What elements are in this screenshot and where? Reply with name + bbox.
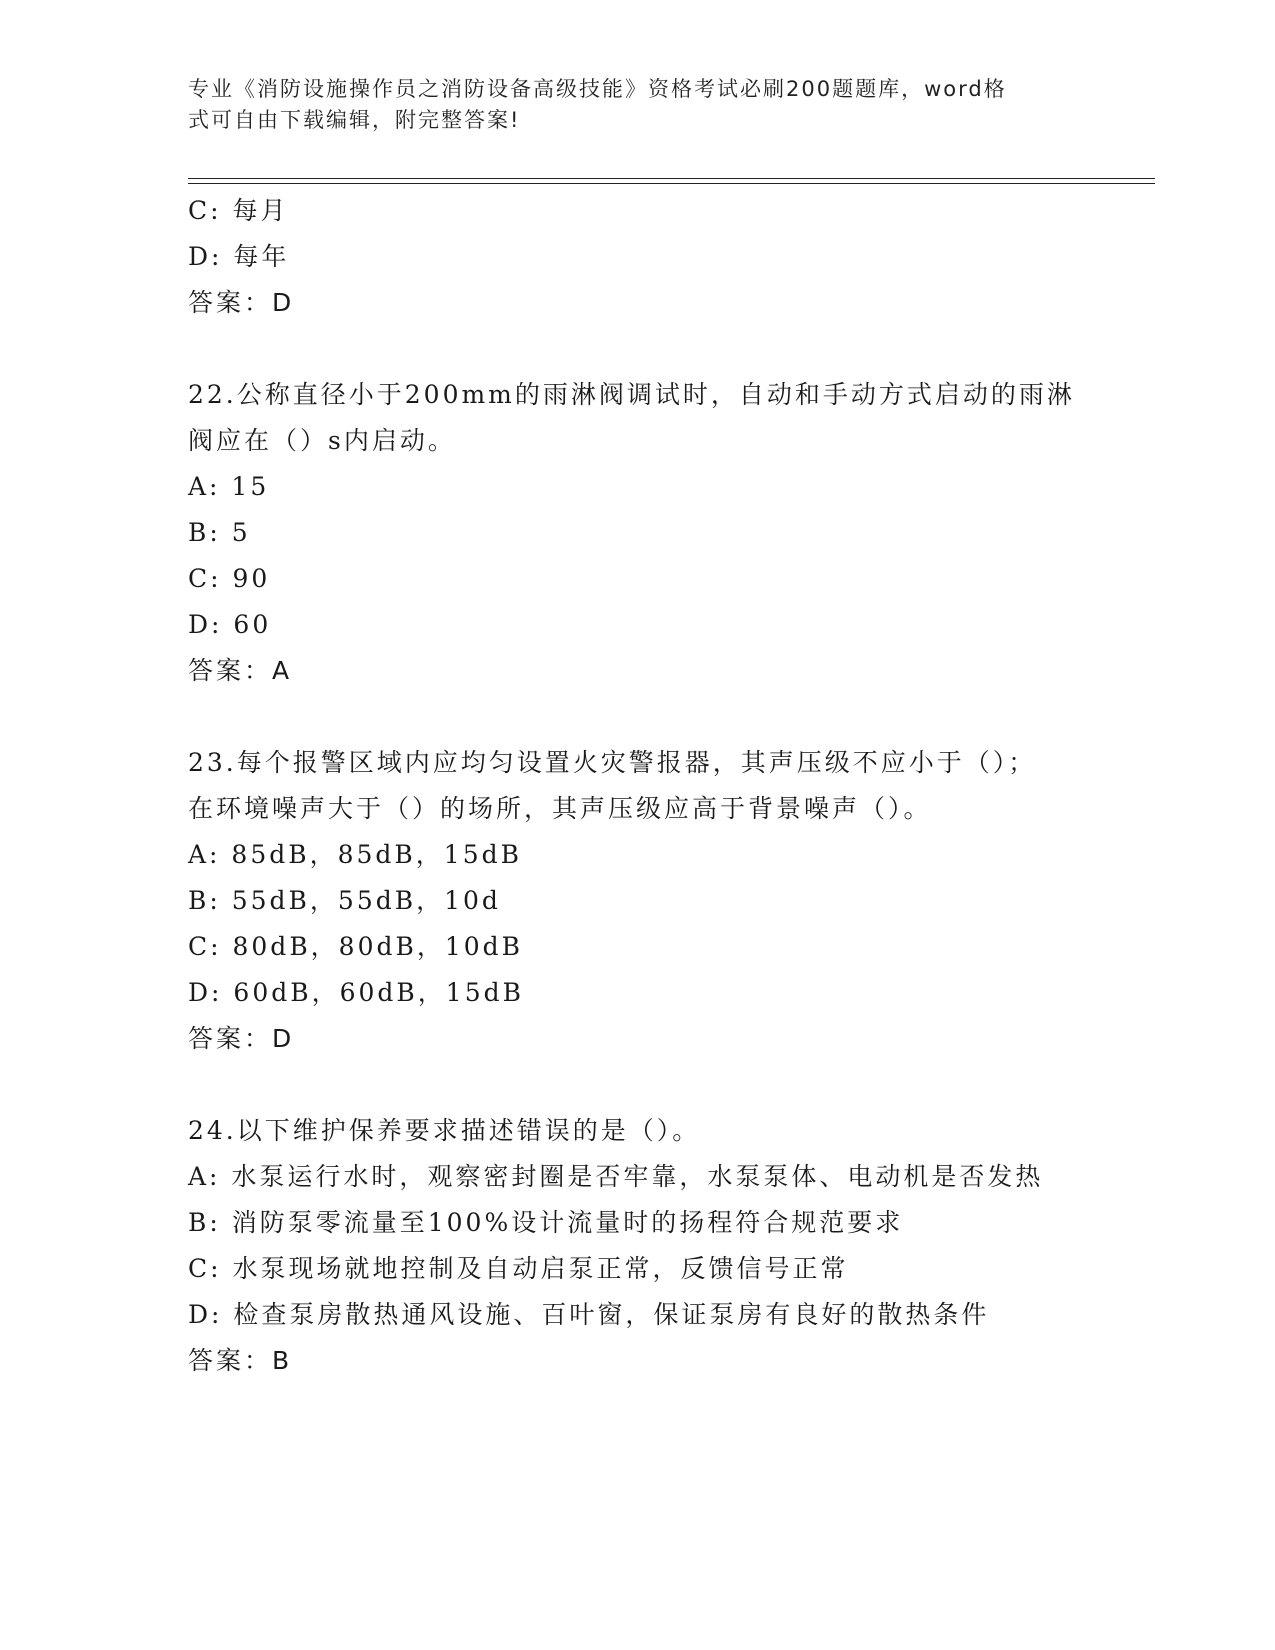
option-b: B: 消防泵零流量至100%设计流量时的扬程符合规范要求 xyxy=(188,1208,904,1237)
question-24 xyxy=(188,1108,1155,1384)
answer: 答案：D xyxy=(188,288,295,317)
option-a: A: 水泵运行水时，观察密封圈是否牢靠，水泵泵体、电动机是否发热 xyxy=(188,1162,1044,1191)
question-stem: 24.以下维护保养要求描述错误的是（）。 xyxy=(188,1116,701,1145)
question-stem: 23.每个报警区域内应均匀设置火灾警报器，其声压级不应小于（）； xyxy=(188,748,1037,777)
answer: 答案：A xyxy=(188,656,293,685)
document-body xyxy=(188,188,1155,1384)
spacer xyxy=(188,1062,1155,1108)
document-header xyxy=(188,74,1068,136)
header-rule-top xyxy=(188,178,1155,179)
question-stem: 22.公称直径小于200mm的雨淋阀调试时，自动和手动方式启动的雨淋 xyxy=(188,380,1075,409)
question-21-tail xyxy=(188,188,1155,326)
option-c: C: 每月 xyxy=(188,196,289,225)
option-d: D: 检查泵房散热通风设施、百叶窗，保证泵房有良好的散热条件 xyxy=(188,1300,990,1329)
spacer xyxy=(188,326,1155,372)
question-stem-cont: 阀应在（）s内启动。 xyxy=(188,426,456,455)
option-b: B: 5 xyxy=(188,518,251,547)
header-line-1: 专业《消防设施操作员之消防设备高级技能》资格考试必刷200题题库，word格 xyxy=(188,77,1007,101)
question-stem-cont: 在环境噪声大于（）的场所，其声压级应高于背景噪声（）。 xyxy=(188,794,932,823)
question-23 xyxy=(188,740,1155,1062)
header-line-2: 式可自由下载编辑，附完整答案! xyxy=(188,108,521,132)
option-c: C: 90 xyxy=(188,564,271,593)
header-rule-bottom xyxy=(188,183,1155,184)
option-a: A: 15 xyxy=(188,472,270,501)
option-d: D: 每年 xyxy=(188,242,290,271)
option-a: A: 85dB，85dB，15dB xyxy=(188,840,522,869)
option-d: D: 60 xyxy=(188,610,272,639)
question-22 xyxy=(188,372,1155,694)
option-b: B: 55dB，55dB，10d xyxy=(188,886,501,915)
answer: 答案：D xyxy=(188,1024,295,1053)
option-c: C: 水泵现场就地控制及自动启泵正常，反馈信号正常 xyxy=(188,1254,849,1283)
answer: 答案：B xyxy=(188,1346,293,1375)
option-c: C: 80dB，80dB，10dB xyxy=(188,932,524,961)
spacer xyxy=(188,694,1155,740)
option-d: D: 60dB，60dB，15dB xyxy=(188,978,524,1007)
